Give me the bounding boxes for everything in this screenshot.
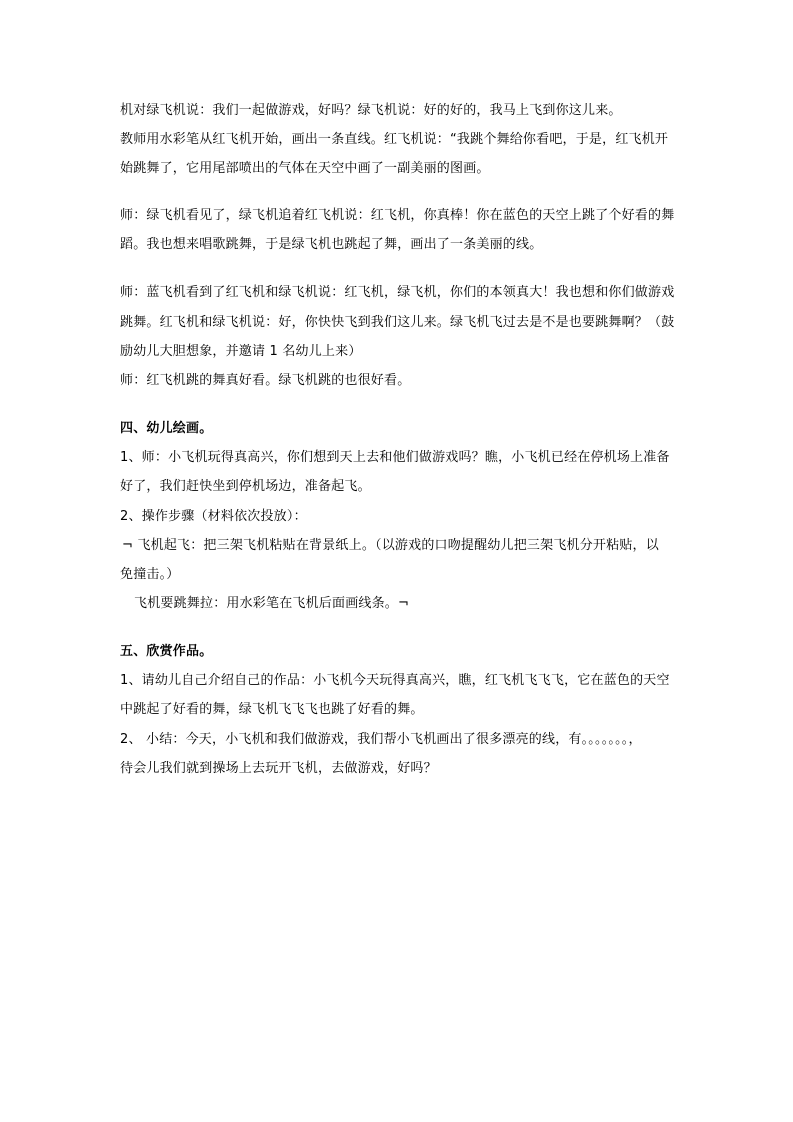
paragraph-line: 好了，我们赶快坐到停机场边，准备起飞。 (120, 479, 371, 494)
paragraph-line: 励幼儿大胆想象，并邀请 1 名幼儿上来） (120, 344, 362, 359)
paragraph-line: 师：蓝飞机看到了红飞机和绿飞机说：红飞机，绿飞机，你们的本领真大！我也想和你们做游戏 (120, 285, 675, 300)
paragraph-line: 始跳舞了，它用尾部喷出的气体在天空中画了一副美丽的图画。 (120, 161, 490, 176)
paragraph-line: 待会儿我们就到操场上去玩开飞机，去做游戏，好吗？ (120, 761, 437, 776)
paragraph-line: 1、师：小飞机玩得真高兴，你们想到天上去和他们做游戏吗？瞧，小飞机已经在停机场上准备 (120, 450, 670, 465)
paragraph-line: 2、 小结：今天，小飞机和我们做游戏，我们帮小飞机画出了很多漂亮的线，有。。。。。。。， (120, 732, 642, 747)
paragraph-line: 师：红飞机跳的舞真好看。绿飞机跳的也很好看。 (120, 373, 411, 388)
paragraph-line: 机对绿飞机说：我们一起做游戏，好吗？绿飞机说：好的好的，我马上飞到你这儿来。 (120, 103, 622, 118)
paragraph-line: 免撞击。） (120, 567, 180, 582)
paragraph-line: 教师用水彩笔从红飞机开始，画出一条直线。红飞机说：“我跳个舞给你看吧，于是，红飞机开 (120, 132, 669, 147)
paragraph-line: ¬ 飞机起飞：把三架飞机粘贴在背景纸上。（以游戏的口吻提醒幼儿把三架飞机分开粘贴，以 (122, 538, 659, 553)
paragraph-line: 1、请幼儿自己介绍自己的作品：小飞机今天玩得真高兴，瞧，红飞机飞飞飞，它在蓝色的天空 (120, 673, 670, 688)
paragraph-line: 师：绿飞机看见了，绿飞机追着红飞机说：红飞机，你真棒！你在蓝色的天空上跳了个好看的舞 (120, 208, 675, 223)
section-heading: 五、欣赏作品。 (120, 644, 213, 659)
paragraph-line: 飞机要跳舞拉：用水彩笔在飞机后面画线条。¬ (134, 596, 410, 611)
paragraph-line: 跳舞。红飞机和绿飞机说：好，你快快飞到我们这儿来。绿飞机飞过去是不是也要跳舞啊？（鼓 (120, 315, 675, 330)
paragraph-line: 蹈。我也想来唱歌跳舞，于是绿飞机也跳起了舞，画出了一条美丽的线。 (120, 237, 543, 252)
paragraph-line: 中跳起了好看的舞，绿飞机飞飞飞也跳了好看的舞。 (120, 702, 424, 717)
section-heading: 四、幼儿绘画。 (120, 421, 213, 436)
paragraph-line: 2、操作步骤（材料依次投放）： (120, 509, 307, 524)
